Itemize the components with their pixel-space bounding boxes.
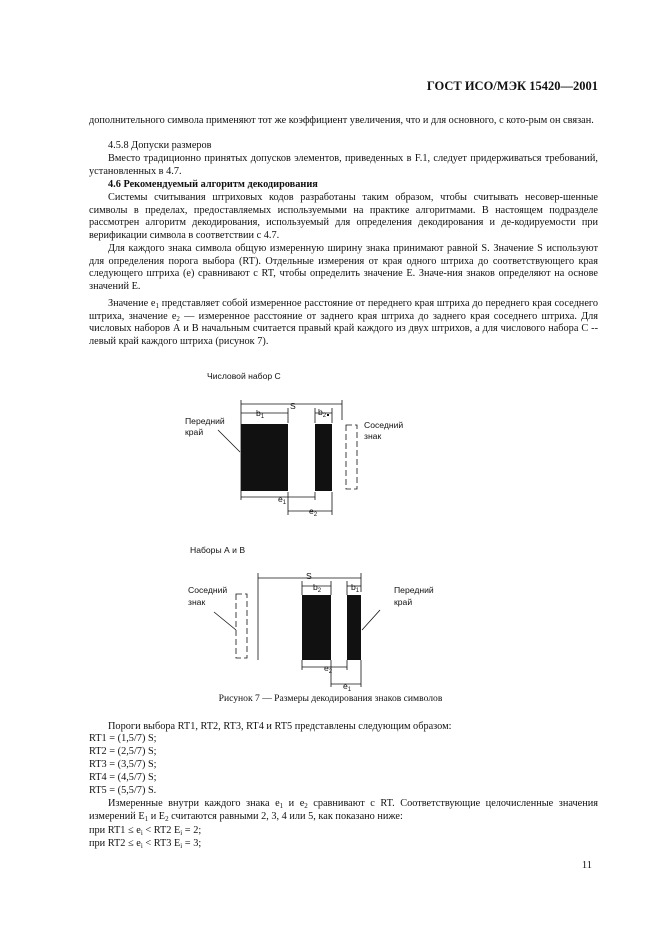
figure-caption: Рисунок 7 — Размеры декодирования знаков символов (218, 693, 443, 704)
thresholds-intro: Пороги выбора RT1, RT2, RT3, RT4 и RT5 представлены следующим образом: (108, 721, 452, 732)
bar-b2-top (315, 424, 332, 491)
e2-label-top: $e_2$ (309, 506, 318, 518)
b2-label-top: $b_2$ (318, 407, 327, 419)
figure-title-bottom: Наборы А и В (190, 545, 246, 555)
paragraph-measured: Измеренные внутри каждого знака $e_1$ и $e_2$ сравнивают с RT. Соответствующие целочисленные значения измерений $E_1$ и $E_2$ считаются равными 2, 3, 4 или 5, как показано ниже: (89, 798, 599, 823)
s-label-top: S (290, 401, 296, 411)
threshold-rt4: RT4 = (4,5/7) S; (89, 772, 157, 783)
threshold-rt1: RT1 = (1,5/7) S; (89, 733, 157, 744)
b1-label-bottom: $b_1$ (351, 582, 360, 594)
s-label-bottom: S (306, 571, 312, 581)
front-edge-label-bottom-2: край (394, 597, 413, 607)
e2-label-bottom: $e_2$ (324, 663, 333, 675)
bar-b1-top (241, 424, 288, 491)
front-edge-label-top-2: край (185, 427, 204, 437)
page-number: 11 (581, 860, 592, 871)
neighbor-label-top-2: знак (364, 431, 382, 441)
neighbor-label-top-1: Соседний (364, 420, 404, 430)
section-heading-46: 4.6 Рекомендуемый алгоритм декодирования (108, 179, 318, 190)
rule-rt1: при $RT1 \le e_i < RT2$ $E_i = 2$; (89, 825, 202, 837)
b2-label-bottom: $b_2$ (313, 582, 322, 594)
front-edge-label-top-1: Передний (185, 416, 225, 426)
b1-label-top: $b_1$ (256, 408, 265, 420)
figure-title-top: Числовой набор С (207, 371, 281, 381)
bar-b2-bottom (302, 595, 331, 660)
neighbor-label-bottom-2: знак (188, 597, 206, 607)
bar-b1-bottom (347, 595, 361, 660)
paragraph-e-values: Значение $e_1$ представляет собой измеренное расстояние от переднего края штриха до переднего края соседнего штриха, значение $e_2$ — измеренное расстояние от заднего края штриха до заднего края соседнего штриха. Для числовых наборов А и В начальным считается правый край каждого из двух штрихов, а для числового набора С -- левый край каждого штриха (рисунок 7). (89, 298, 599, 347)
e1-label-top: $e_1$ (278, 494, 287, 506)
threshold-rt5: RT5 = (5,5/7) S. (89, 785, 157, 796)
paragraph-continuation: дополнительного символа применяют тот же коэффициент увеличения, что и для основного, с кото-рым он связан. (89, 115, 594, 126)
e1-label-bottom: $e_1$ (343, 681, 352, 693)
document-header: ГОСТ ИСО/МЭК 15420—2001 (426, 79, 598, 93)
threshold-rt3: RT3 = (3,5/7) S; (89, 759, 157, 770)
neighbor-label-bottom-1: Соседний (188, 585, 228, 595)
section-heading-458: 4.5.8 Допуски размеров (108, 140, 212, 151)
section-text-458: Вместо традиционно принятых допусков элементов, приведенных в F.1, следует придерживаться требований, установленных в 4.7. (89, 153, 598, 177)
front-edge-label-bottom-1: Передний (394, 585, 434, 595)
section-text-46: Системы считывания штриховых кодов разработаны таким образом, чтобы считывать несовер-шенные символы в пределах, предоставляемых используемыми на практике алгоритмами. В настоящем подразделе рассмотрен алгоритм декодирования, используемый для определения декодирования и де-кодируемости при верификации символа в соответствии с 4.7. (89, 192, 598, 241)
rule-rt2: при $RT2 \le e_i < RT3$ $E_i = 3$; (89, 838, 202, 850)
threshold-rt2: RT2 = (2,5/7) S; (89, 746, 157, 757)
paragraph-s-width: Для каждого знака символа общую измеренную ширину знака принимают равной S. Значение S используют для определения порога выбора (RT). Отдельные измерения от края одного штриха до соответствующего края следующего штриха (e) сравнивают с RT, чтобы определить значение E. Значе-ния знаков определяют на основе значений E. (89, 243, 598, 292)
